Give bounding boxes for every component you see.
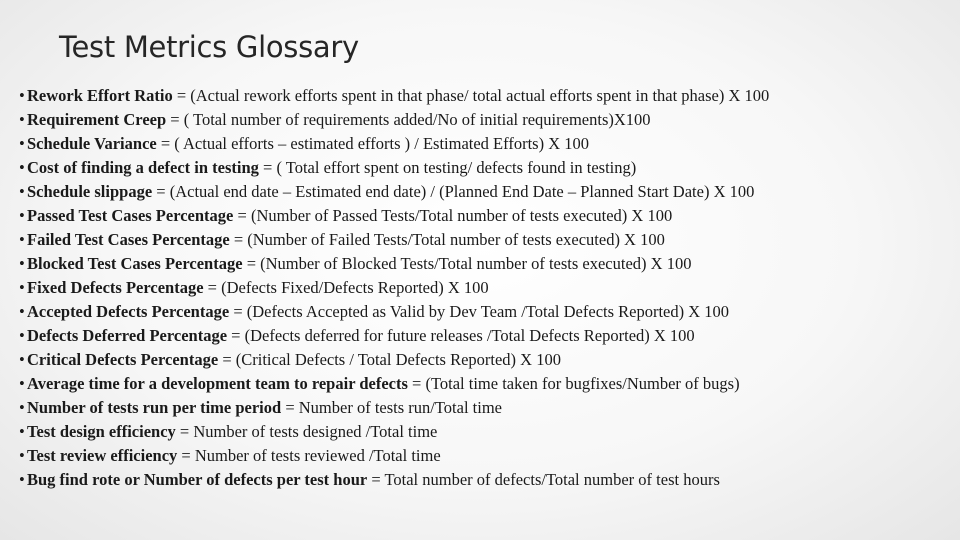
bullet: • [19, 206, 25, 225]
glossary-item [19, 276, 769, 300]
bullet: • [19, 350, 25, 369]
glossary-item [19, 252, 769, 276]
glossary-definition: = (Critical Defects / Total Defects Reported) X 100 [218, 350, 561, 369]
glossary-item [19, 204, 769, 228]
bullet: • [19, 398, 25, 417]
glossary-item [19, 156, 769, 180]
glossary-definition: = ( Total effort spent on testing/ defects found in testing) [258, 158, 637, 177]
glossary-definition: = (Actual end date – Estimated end date) / (Planned End Date – Planned Start Date) X 100 [152, 182, 755, 201]
glossary-term: Bug find rote or Number of defects per test hour [27, 470, 368, 489]
glossary-item [19, 180, 769, 204]
glossary-term: Accepted Defects Percentage [27, 302, 230, 321]
glossary-definition: = (Total time taken for bugfixes/Number of bugs) [407, 374, 740, 393]
glossary-item [19, 108, 769, 132]
glossary-item [19, 300, 769, 324]
bullet: • [19, 134, 25, 153]
bullet: • [19, 302, 25, 321]
glossary-definition: = Number of tests designed /Total time [175, 422, 438, 441]
glossary-term: Fixed Defects Percentage [27, 278, 204, 297]
glossary-definition: = (Number of Blocked Tests/Total number of tests executed) X 100 [242, 254, 692, 273]
glossary-definition: = ( Actual efforts – estimated efforts ) / Estimated Efforts) X 100 [156, 134, 589, 153]
glossary-term: Average time for a development team to repair defects [27, 374, 408, 393]
bullet: • [19, 158, 25, 177]
bullet: • [19, 230, 25, 249]
glossary-term: Number of tests run per time period [27, 398, 282, 417]
glossary-term: Schedule Variance [27, 134, 157, 153]
glossary-term: Critical Defects Percentage [27, 350, 219, 369]
glossary-term: Test design efficiency [27, 422, 176, 441]
glossary-item [19, 372, 769, 396]
glossary-list [19, 84, 769, 492]
bullet: • [19, 110, 25, 129]
glossary-item [19, 396, 769, 420]
glossary-definition: = Total number of defects/Total number of test hours [367, 470, 720, 489]
glossary-item [19, 348, 769, 372]
glossary-term: Rework Effort Ratio [27, 86, 173, 105]
glossary-term: Failed Test Cases Percentage [27, 230, 230, 249]
glossary-term: Schedule slippage [27, 182, 153, 201]
glossary-term: Test review efficiency [27, 446, 178, 465]
glossary-definition: = (Actual rework efforts spent in that phase/ total actual efforts spent in that phase) X 100 [172, 86, 770, 105]
glossary-term: Defects Deferred Percentage [27, 326, 228, 345]
bullet: • [19, 182, 25, 201]
glossary-term: Cost of finding a defect in testing [27, 158, 259, 177]
glossary-definition: = (Defects Fixed/Defects Reported) X 100 [203, 278, 489, 297]
glossary-term: Requirement Creep [27, 110, 167, 129]
glossary-term: Blocked Test Cases Percentage [27, 254, 243, 273]
glossary-item [19, 444, 769, 468]
glossary-definition: = (Number of Failed Tests/Total number of tests executed) X 100 [229, 230, 665, 249]
glossary-item [19, 132, 769, 156]
bullet: • [19, 470, 25, 489]
glossary-item [19, 420, 769, 444]
glossary-definition: = Number of tests reviewed /Total time [177, 446, 441, 465]
bullet: • [19, 446, 25, 465]
bullet: • [19, 278, 25, 297]
bullet: • [19, 374, 25, 393]
bullet: • [19, 254, 25, 273]
glossary-definition: = ( Total number of requirements added/No of initial requirements)X100 [166, 110, 651, 129]
glossary-item [19, 84, 769, 108]
bullet: • [19, 326, 25, 345]
bullet: • [19, 86, 25, 105]
glossary-item [19, 228, 769, 252]
glossary-item [19, 324, 769, 348]
glossary-definition: = (Number of Passed Tests/Total number of tests executed) X 100 [233, 206, 673, 225]
slide-title: Test Metrics Glossary [59, 30, 359, 64]
glossary-term: Passed Test Cases Percentage [27, 206, 234, 225]
glossary-definition: = (Defects deferred for future releases /Total Defects Reported) X 100 [227, 326, 695, 345]
glossary-definition: = (Defects Accepted as Valid by Dev Team /Total Defects Reported) X 100 [229, 302, 730, 321]
glossary-definition: = Number of tests run/Total time [281, 398, 502, 417]
glossary-item [19, 468, 769, 492]
bullet: • [19, 422, 25, 441]
